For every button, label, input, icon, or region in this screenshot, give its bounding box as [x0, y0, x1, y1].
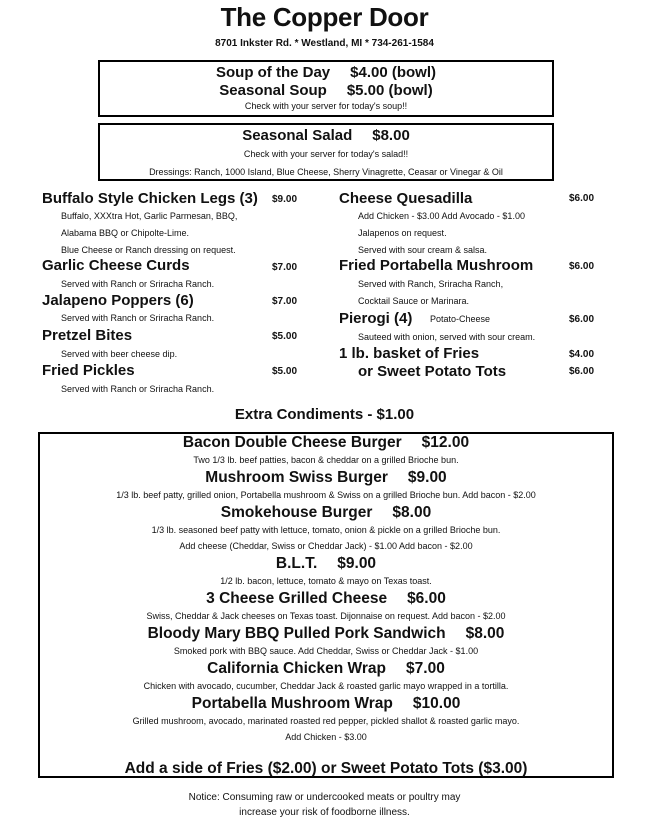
- menu-item-desc: Add Chicken - $3.00: [285, 732, 367, 742]
- menu-item-name: Smokehouse Burger: [220, 504, 373, 521]
- soup-box: [98, 60, 554, 117]
- notice-line: increase your risk of foodborne illness.: [239, 807, 410, 818]
- sweet-potato-tots-price: $6.00: [569, 366, 595, 377]
- salad-note: Check with your server for today's salad!!: [243, 149, 409, 159]
- appetizer-name: Fried Pickles: [42, 362, 135, 379]
- menu-item-name: 3 Cheese Grilled Cheese: [206, 590, 388, 607]
- foodborne-notice: [0, 790, 649, 820]
- menu-item-line: [38, 468, 614, 487]
- menu-item-line: [38, 554, 614, 573]
- appetizer-variant: Potato-Cheese: [430, 314, 491, 324]
- menu-item-price: $8.00: [465, 625, 505, 642]
- extra-condiments: Extra Condiments - $1.00: [234, 406, 415, 423]
- menu-item-desc: Swiss, Cheddar & Jack cheeses on Texas toast. Dijonnaise on request. Add bacon - $2.00: [146, 611, 506, 621]
- menu-item-price: $12.00: [421, 434, 470, 451]
- salad-name: Seasonal Salad: [242, 127, 353, 144]
- menu-item-price: $8.00: [392, 504, 432, 521]
- appetizer-price: $9.00: [272, 194, 298, 205]
- appetizer-name: Jalapeno Poppers (6): [42, 292, 194, 309]
- soup-of-day-name: Soup of the Day: [215, 64, 331, 81]
- appetizer-desc: Blue Cheese or Ranch dressing on request.: [61, 245, 236, 255]
- soup-of-day-price: $4.00 (bowl): [350, 64, 437, 81]
- appetizer-name: Buffalo Style Chicken Legs (3): [42, 190, 258, 207]
- appetizer-price: $5.00: [272, 366, 298, 377]
- menu-item-line: [38, 503, 614, 522]
- menu-item-line: [38, 433, 614, 452]
- salad-dressings: Dressings: Ranch, 1000 Island, Blue Cheese, Sherry Vinagrette, Ceasar or Vinegar & Oil: [149, 167, 503, 177]
- side-addon-line: Add a side of Fries ($2.00) or Sweet Potato Tots ($3.00): [124, 760, 528, 777]
- menu-item-name: California Chicken Wrap: [207, 660, 387, 677]
- sandwich-list: [38, 432, 614, 745]
- menu-item-line: [38, 694, 614, 713]
- soup-note: Check with your server for today's soup!!: [244, 101, 408, 111]
- restaurant-address: 8701 Inkster Rd. * Westland, MI * 734-261-1584: [215, 38, 434, 49]
- menu-item-price: $10.00: [412, 695, 461, 712]
- menu-item-line: [38, 624, 614, 643]
- appetizer-name: Cheese Quesadilla: [339, 190, 473, 207]
- appetizer-desc: Served with Ranch or Sriracha Ranch.: [61, 384, 215, 394]
- appetizer-name: Pierogi (4): [339, 310, 413, 327]
- menu-item-line: [38, 659, 614, 678]
- notice-line: Notice: Consuming raw or undercooked meats or poultry may: [188, 792, 461, 803]
- appetizer-desc: Served with Ranch, Sriracha Ranch,: [358, 279, 504, 289]
- menu-item-name: Portabella Mushroom Wrap: [191, 695, 393, 712]
- appetizer-price: $7.00: [272, 296, 298, 307]
- menu-item-desc: 1/3 lb. beef patty, grilled onion, Portabella mushroom & Swiss on a grilled Brioche bun. Add bacon - $2.00: [116, 490, 536, 500]
- menu-item-desc: Chicken with avocado, cucumber, Cheddar Jack & roasted garlic mayo wrapped in a tortilla.: [143, 681, 509, 691]
- seasonal-soup-line: [100, 82, 552, 100]
- menu-item-price: $9.00: [337, 555, 377, 572]
- salad-box: [98, 123, 554, 181]
- appetizer-desc: Served with Ranch or Sriracha Ranch.: [61, 313, 215, 323]
- appetizer-desc: Sauteed with onion, served with sour cream.: [358, 332, 536, 342]
- sweet-potato-tots-name: or Sweet Potato Tots: [358, 363, 507, 380]
- menu-item-price: $7.00: [406, 660, 445, 677]
- menu-item-price: $6.00: [407, 590, 446, 607]
- menu-item-desc: Add cheese (Cheddar, Swiss or Cheddar Jack) - $1.00 Add bacon - $2.00: [179, 541, 473, 551]
- appetizer-desc: Cocktail Sauce or Marinara.: [358, 296, 470, 306]
- seasonal-soup-name: Seasonal Soup: [219, 82, 327, 99]
- menu-item-desc: Two 1/3 lb. beef patties, bacon & cheddar on a grilled Brioche bun.: [193, 455, 459, 465]
- restaurant-title: The Copper Door: [220, 2, 429, 32]
- menu-item-name: B.L.T.: [275, 555, 318, 572]
- appetizer-desc: Buffalo, XXXtra Hot, Garlic Parmesan, BBQ,: [61, 211, 238, 221]
- menu-item-desc: 1/2 lb. bacon, lettuce, tomato & mayo on Texas toast.: [220, 576, 432, 586]
- appetizer-price: $7.00: [272, 262, 298, 273]
- fries-basket-name: 1 lb. basket of Fries: [339, 345, 480, 362]
- appetizer-price: $6.00: [569, 193, 595, 204]
- appetizer-desc: Served with sour cream & salsa.: [358, 245, 488, 255]
- appetizer-price: $5.00: [272, 331, 298, 342]
- menu-item-desc: 1/3 lb. seasoned beef patty with lettuce, tomato, onion & pickle on a grilled Brioche bun.: [151, 525, 501, 535]
- soup-of-day-line: [100, 64, 552, 82]
- appetizer-desc: Add Chicken - $3.00 Add Avocado - $1.00: [358, 211, 525, 221]
- fries-basket-price: $4.00: [569, 349, 595, 360]
- appetizer-name: Pretzel Bites: [42, 327, 133, 344]
- menu-item-name: Bloody Mary BBQ Pulled Pork Sandwich: [147, 625, 446, 642]
- appetizer-name: Garlic Cheese Curds: [42, 257, 190, 274]
- menu-item-price: $9.00: [407, 469, 447, 486]
- seasonal-soup-price: $5.00 (bowl): [346, 82, 433, 99]
- salad-price: $8.00: [372, 127, 410, 144]
- menu-item-name: Mushroom Swiss Burger: [205, 469, 388, 486]
- menu-item-line: [38, 589, 614, 608]
- appetizer-desc: Alabama BBQ or Chipolte-Lime.: [61, 228, 190, 238]
- menu-item-desc: Grilled mushroom, avocado, marinated roasted red pepper, pickled shallot & roasted garlic mayo.: [132, 716, 520, 726]
- appetizer-price: $6.00: [569, 314, 595, 325]
- salad-line: [100, 127, 552, 145]
- menu-item-desc: Smoked pork with BBQ sauce. Add Cheddar, Swiss or Cheddar Jack - $1.00: [173, 646, 479, 656]
- appetizer-name: Fried Portabella Mushroom: [339, 257, 534, 274]
- appetizer-desc: Served with beer cheese dip.: [61, 349, 178, 359]
- appetizer-desc: Jalapenos on request.: [358, 228, 447, 238]
- appetizer-desc: Served with Ranch or Sriracha Ranch.: [61, 279, 215, 289]
- appetizer-price: $6.00: [569, 261, 595, 272]
- menu-item-name: Bacon Double Cheese Burger: [182, 434, 402, 451]
